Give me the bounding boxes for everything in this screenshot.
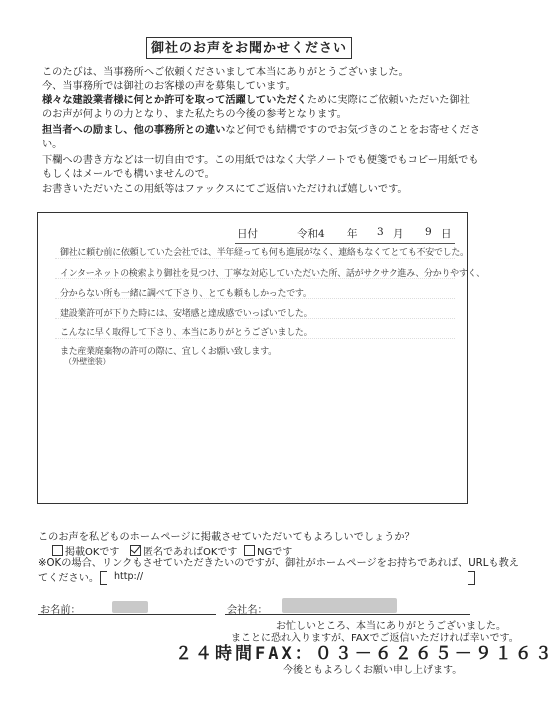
date-era-year: 令和4 (297, 228, 325, 240)
date-line[interactable] (235, 225, 455, 244)
ruled-line (55, 338, 455, 339)
intro-line-3-bold: 様々な建設業者様に何とか許可を取って活躍していただく (42, 95, 307, 106)
handwritten-line-6: また産業廃棄物の許可の際に、宜しくお願い致します。 (60, 347, 277, 357)
url-prefix: http:// (114, 571, 144, 582)
ruled-line (55, 278, 455, 279)
ruled-line (55, 258, 455, 259)
handwritten-line-2: インターネットの検索より御社を見つけ、丁寧な対応していただいた所、話がサクサク進み、分かりやすく、 (60, 269, 485, 279)
url-field[interactable] (100, 571, 475, 585)
intro-line-8: もしくはメールでも構いませんので。 (42, 169, 215, 180)
form-title: 御社のお声をお聞かせください (146, 37, 352, 59)
checkbox-ng[interactable] (244, 545, 255, 556)
handwritten-line-1: 御社に頼む前に依頼していた会社では、半年経っても何も進展がなく、連絡もなくてとても不安でした。 (60, 248, 469, 258)
redacted-name (112, 601, 148, 613)
option-anonymous-ok[interactable] (130, 543, 237, 558)
publish-question: このお声を私どものホームページに掲載させていただいてもよろしいでしょうか？ (38, 532, 415, 543)
option-ng-label: NGです (257, 547, 293, 558)
handwritten-line-5: こんなに早く取得して下さり、本当にありがとうございました。 (60, 328, 313, 338)
date-year-unit: 年 (347, 228, 358, 240)
intro-line-5-rest: など何でも結構ですのでお気づきのことをお寄せくださ (225, 125, 481, 136)
name-label: お名前： (40, 605, 81, 616)
thanks-line-3: 今後ともよろしくお願い申し上げます。 (283, 665, 463, 676)
date-label: 日付 (237, 228, 258, 240)
date-day: 9 (425, 226, 432, 238)
option-ng[interactable] (244, 543, 292, 558)
fax-number: ２４時間FAX：０３－６２６５－９１６３ (175, 644, 555, 664)
handwritten-line-4: 建設業許可が下りた時には、安堵感と達成感でいっぱいでした。 (60, 309, 313, 319)
thanks-line-2: まことに恐れ入りますが、FAXでご返信いただければ幸いです。 (231, 633, 519, 644)
handwritten-line-7: （外壁塗装） (64, 357, 111, 366)
ruled-line (55, 298, 455, 299)
date-day-unit: 日 (441, 228, 452, 240)
ok-note-line-2: てください。 (38, 573, 100, 584)
option-anonymous-ok-label: 匿名であればOKです (143, 547, 238, 558)
company-label: 会社名： (227, 605, 268, 616)
option-publish-ok-label: 掲載OKです (65, 547, 120, 558)
intro-line-5-bold: 担当者への励まし、他の事務所との違い (42, 125, 226, 136)
date-month: 3 (377, 226, 384, 238)
intro-line-5 (42, 124, 481, 138)
intro-line-2: 今、当事務所では御社のお客様の声を募集しています。 (42, 81, 296, 92)
company-field[interactable] (225, 614, 470, 615)
ok-note-line-1: ※OKの場合、リンクもさせていただきたいのですが、御社がホームページをお持ちであれば、URLも教え (38, 558, 519, 569)
intro-line-4: のお声が何よりの力となり、また私たちの今後の参考となります。 (42, 109, 347, 120)
intro-line-9: お書きいただいたこの用紙等はファックスにてご返信いただければ嬉しいです。 (42, 184, 408, 195)
name-field[interactable] (38, 614, 216, 615)
checkbox-publish-ok[interactable] (52, 545, 63, 556)
redacted-company (282, 598, 397, 613)
intro-line-3-rest: ために実際にご依頼いただいた御社 (306, 95, 470, 106)
checkbox-anonymous-ok[interactable] (130, 545, 141, 556)
intro-line-6: い。 (42, 139, 63, 150)
intro-line-3 (42, 94, 472, 108)
handwritten-line-3: 分からない所も一緒に調べて下さり、とても頼もしかったです。 (60, 289, 312, 299)
ruled-line (55, 318, 455, 319)
intro-line-7: 下欄への書き方などは一切自由です。この用紙ではなく大学ノートでも便箋でもコピー用紙でも (42, 155, 479, 166)
thanks-line-1: お忙しいところ、本当にありがとうございました。 (276, 621, 506, 632)
date-month-unit: 月 (393, 228, 404, 240)
option-publish-ok[interactable] (52, 543, 119, 558)
intro-line-1: このたびは、当事務所へご依頼くださいまして本当にありがとうございました。 (42, 67, 409, 78)
